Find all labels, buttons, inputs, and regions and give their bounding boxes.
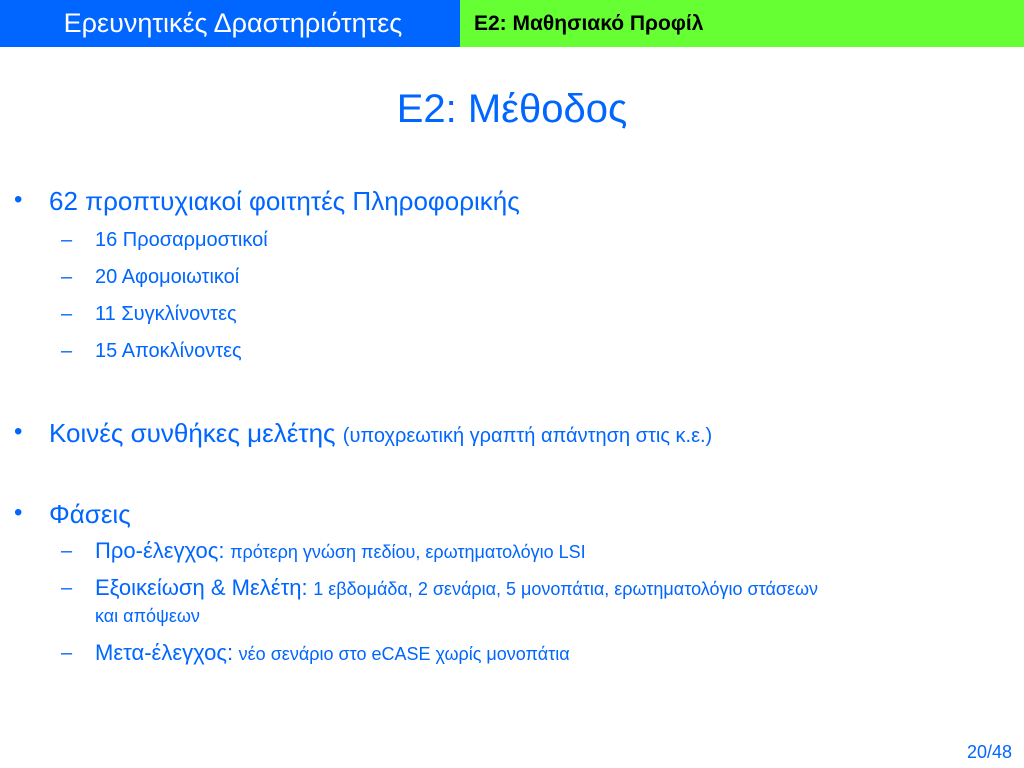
dash-marker: –: [61, 303, 73, 325]
dash-marker: –: [61, 266, 73, 288]
phase-detail-continued: και απόψεων: [95, 606, 200, 626]
subitem-convergers: 11 Συγκλίνοντες: [95, 303, 237, 325]
phase-posttest: [95, 640, 570, 666]
dash-marker: –: [61, 642, 73, 664]
phase-pretest: [95, 538, 586, 564]
phase-detail: πρότερη γνώση πεδίου, ερωτηματολόγιο LSI: [230, 542, 586, 562]
phase-detail: νέο σενάριο στο eCASE χωρίς μονοπάτια: [238, 644, 570, 664]
study-conditions-label: Κοινές συνθήκες μελέτης: [49, 418, 336, 448]
slide-header: [0, 0, 1024, 47]
bullet-participants: 62 προπτυχιακοί φοιτητές Πληροφορικής: [49, 186, 520, 216]
dash-marker: –: [61, 229, 73, 251]
phase-detail: 1 εβδομάδα, 2 σενάρια, 5 μονοπάτια, ερωτηματολόγιο στάσεων: [313, 579, 819, 599]
subitem-divergers: 15 Αποκλίνοντες: [95, 340, 242, 362]
bullet-marker: •: [14, 499, 23, 526]
phase-label: Προ-έλεγχος:: [95, 538, 225, 563]
bullet-phases: Φάσεις: [49, 499, 131, 529]
dash-marker: –: [61, 340, 73, 362]
subitem-assimilators: 20 Αφομοιωτικοί: [95, 266, 240, 288]
phase-label: Μετα-έλεγχος:: [95, 640, 234, 665]
phase-label: Εξοικείωση & Μελέτη:: [95, 575, 308, 600]
slide-title: Ε2: Μέθοδος: [396, 87, 628, 131]
page-number: 20/48: [966, 742, 1012, 762]
bullet-study-conditions: [49, 418, 712, 449]
dash-marker: –: [61, 577, 73, 599]
bullet-marker: •: [14, 418, 23, 445]
study-conditions-note: (υποχρεωτική γραπτή απάντηση στις κ.ε.): [342, 425, 713, 447]
bullet-marker: •: [14, 186, 23, 213]
subsection-title: Ε2: Μαθησιακό Προφίλ: [460, 0, 1024, 47]
subitem-accommodators: 16 Προσαρμοστικοί: [95, 229, 268, 251]
dash-marker: –: [61, 540, 73, 562]
section-title: Ερευνητικές Δραστηριότητες: [0, 0, 460, 47]
phase-familiarization: [95, 575, 818, 601]
